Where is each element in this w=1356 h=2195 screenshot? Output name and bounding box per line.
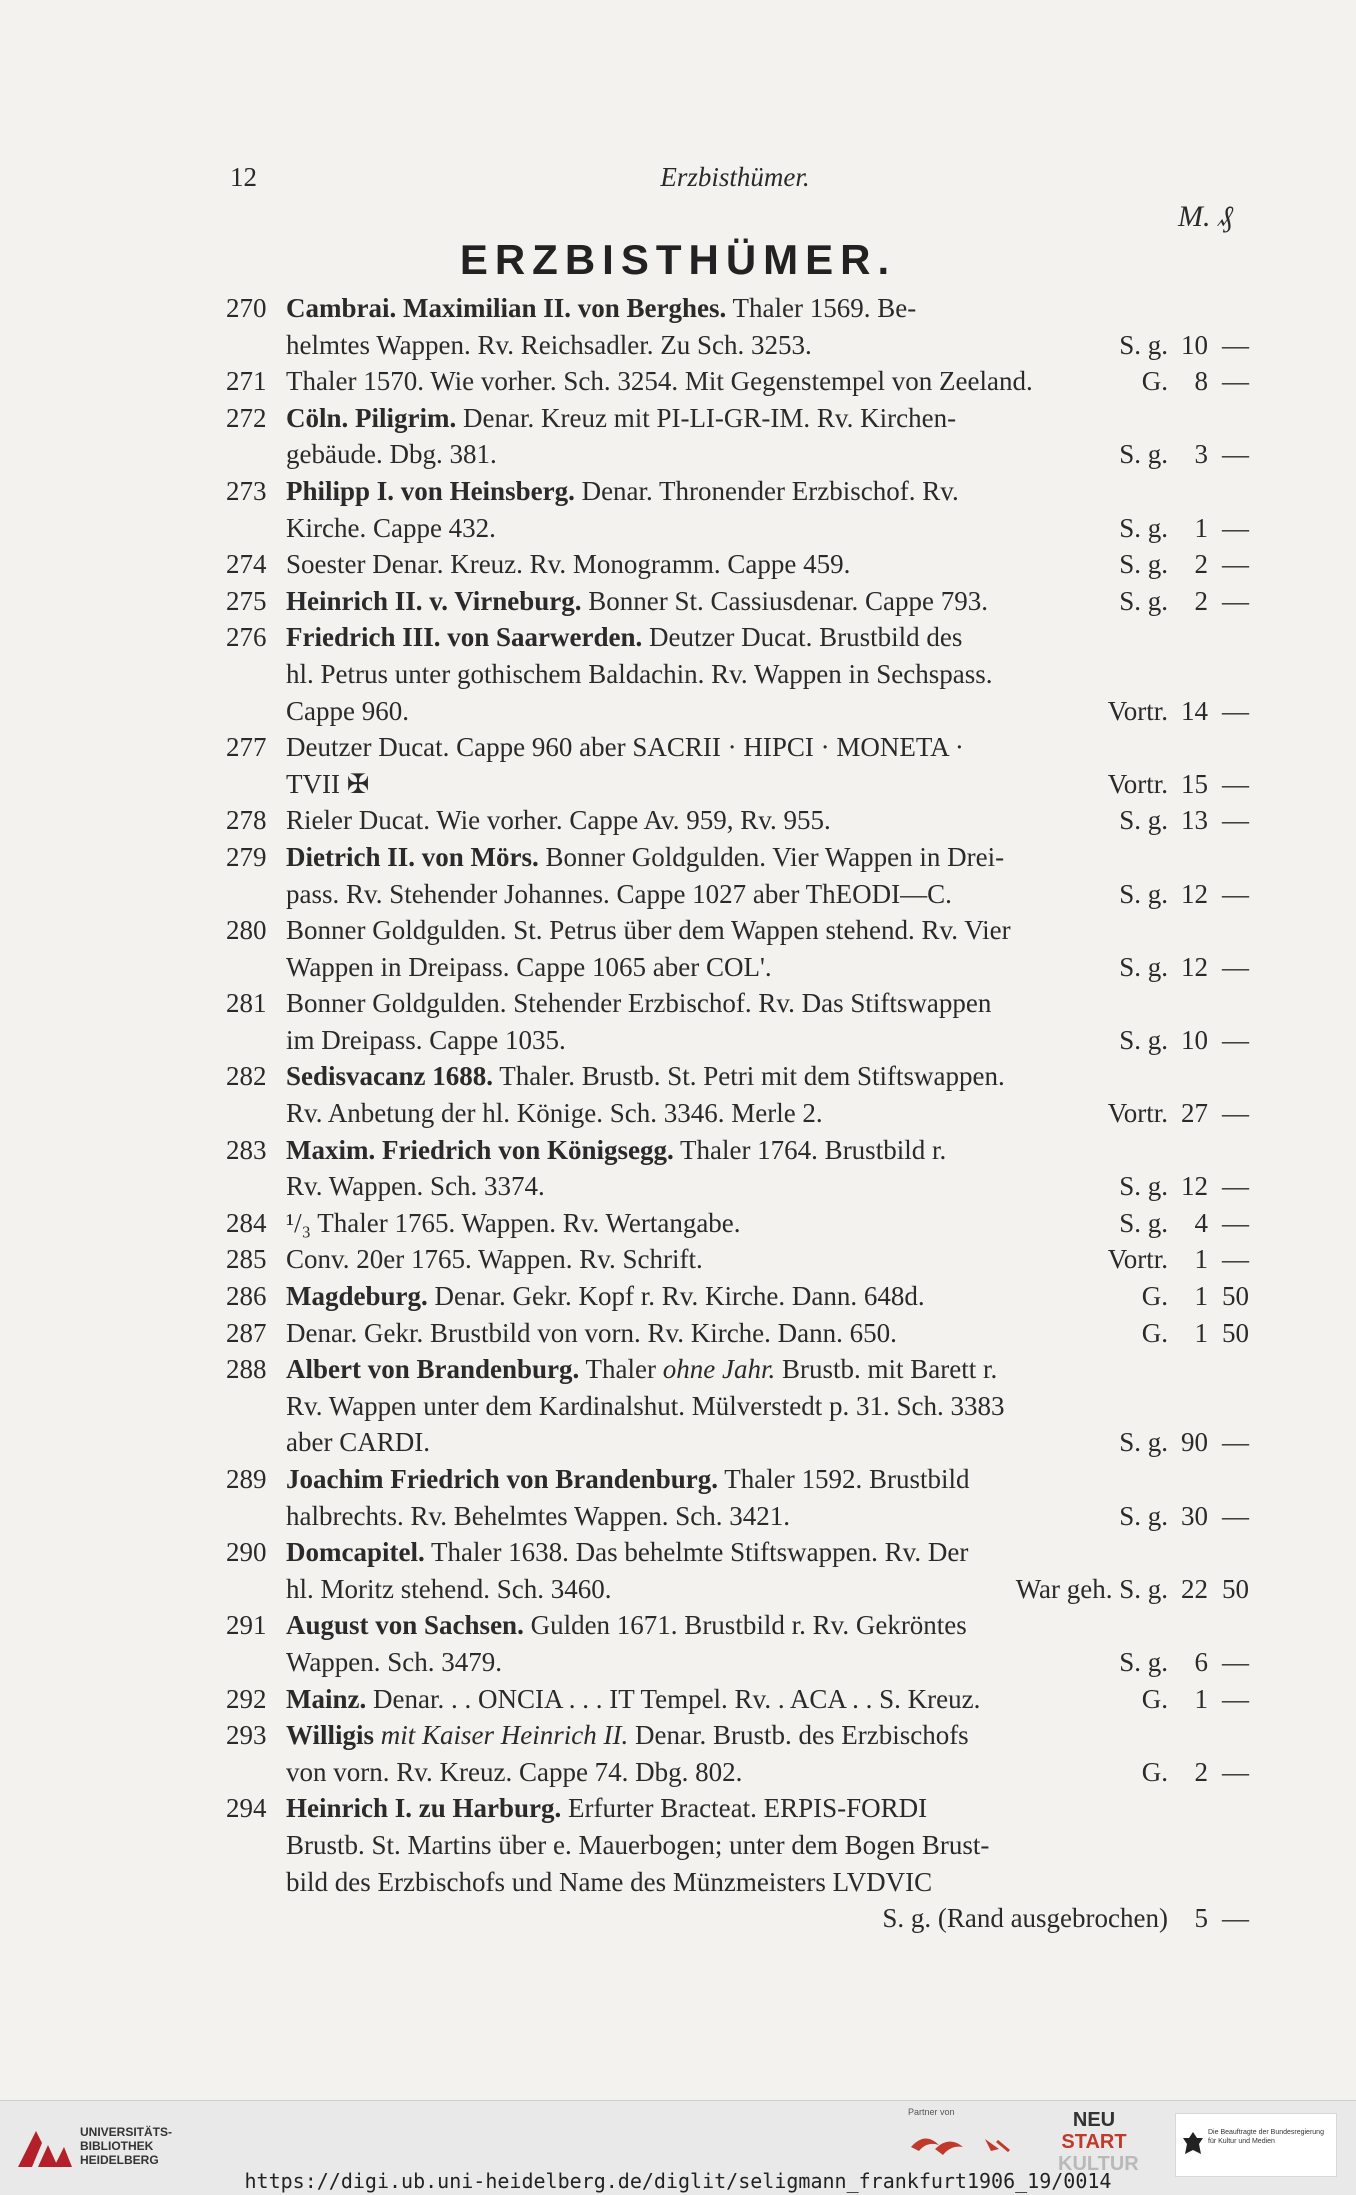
running-title: Erzbisthümer. [660, 162, 810, 192]
price-pfennig: — [1222, 549, 1249, 580]
condition: Vortr. [1107, 768, 1168, 799]
entry-text [286, 1058, 1005, 1095]
price-pfennig: 50 [1222, 1317, 1249, 1348]
entry-line [0, 436, 1356, 473]
lot-number: 284 [226, 1207, 267, 1238]
entry-line [0, 876, 1356, 913]
entry-text [286, 1132, 946, 1169]
entry-line [0, 1864, 1356, 1901]
entry-text [286, 363, 1033, 400]
price-pfennig: — [1222, 1500, 1249, 1531]
entry-name: Willigis [286, 1720, 381, 1751]
lot-number: 276 [226, 622, 267, 653]
price-pfennig: — [1222, 1244, 1249, 1275]
lot-number: 281 [226, 988, 267, 1019]
catalogue-entry [0, 1351, 1356, 1461]
entry-text [286, 656, 992, 693]
price-pfennig: — [1222, 585, 1249, 616]
entry-text [286, 1351, 997, 1388]
price-pfennig: — [1222, 439, 1249, 470]
entry-description: Wappen in Dreipass. Cappe 1065 aber COL'. [286, 951, 772, 982]
neustart-kultur-logo: NEU START KULTUR [1058, 2109, 1139, 2175]
price-mark: 2 [1194, 549, 1208, 580]
entry-line [0, 1498, 1356, 1535]
entry-text [286, 400, 956, 437]
lot-number: 282 [226, 1061, 267, 1092]
price-pfennig: — [1222, 366, 1249, 397]
entry-line [0, 1315, 1356, 1352]
entry-description: gebäude. Dbg. 381. [286, 439, 497, 470]
price-mark: 30 [1181, 1500, 1208, 1531]
condition: Vortr. [1107, 1244, 1168, 1275]
condition: S. g. [1119, 951, 1168, 982]
entry-name: Maxim. Friedrich von Königsegg. [286, 1134, 674, 1165]
entry-description: Thaler 1570. Wie vorher. Sch. 3254. Mit Gegenstempel von Zeeland. [286, 366, 1033, 397]
price-pfennig: — [1222, 1024, 1249, 1055]
entry-line [0, 290, 1356, 327]
entry-name: Joachim Friedrich von Brandenburg. [286, 1464, 719, 1494]
condition: S. g. [1119, 512, 1168, 543]
entry-description: Kirche. Cappe 432. [286, 512, 496, 543]
price-pfennig: — [1222, 1207, 1249, 1238]
price-mark: 6 [1194, 1646, 1208, 1677]
price-mark: 90 [1181, 1427, 1208, 1458]
entry-line [0, 1424, 1356, 1461]
entry-line [0, 1790, 1356, 1827]
entry-line [0, 839, 1356, 876]
catalogue-entry [0, 912, 1356, 985]
entry-name: Albert von Brandenburg. [286, 1354, 580, 1385]
entry-line [0, 1351, 1356, 1388]
price-pfennig: — [1222, 1171, 1249, 1202]
catalogue-entry [0, 1717, 1356, 1790]
entry-line [0, 363, 1356, 400]
entry-text [286, 693, 409, 730]
price-mark: 1 [1194, 1317, 1208, 1348]
lot-number: 273 [226, 475, 267, 506]
entry-line [0, 1827, 1356, 1864]
entry-description: Thaler 1638. Das behelmte Stiftswappen. Rv. Der [424, 1537, 969, 1568]
catalogue-entry [0, 1790, 1356, 1936]
document-url[interactable]: https://digi.ub.uni-heidelberg.de/diglit/seligmann_frankfurt1906_19/0014 [244, 2169, 1112, 2193]
entry-text [286, 1717, 969, 1754]
catalogue-entry [0, 400, 1356, 473]
entry-description: Denar. Thronender Erzbischof. Rv. [574, 475, 959, 506]
lot-number: 288 [226, 1354, 267, 1385]
entry-line [0, 1168, 1356, 1205]
entry-text [286, 1534, 968, 1571]
condition: G. [1141, 1756, 1168, 1787]
currency-heading: M. ₰ [1178, 200, 1233, 233]
federal-eagle-icon [1182, 2130, 1204, 2158]
entry-line [0, 1717, 1356, 1754]
price-pfennig: — [1222, 512, 1249, 543]
entry-description: Thaler 1569. Be- [726, 293, 917, 323]
entry-text [286, 1241, 703, 1278]
lot-number: 274 [226, 549, 267, 580]
lot-number: 283 [226, 1134, 267, 1165]
entry-description: Rieler Ducat. Wie vorher. Cappe Av. 959, Rv. 955. [286, 805, 831, 836]
condition: G. [1141, 1683, 1168, 1714]
condition: S. g. [1119, 805, 1168, 836]
entry-description: im Dreipass. Cappe 1035. [286, 1024, 566, 1055]
price-mark: 1 [1194, 512, 1208, 543]
price-mark: 8 [1194, 366, 1208, 397]
entry-line [0, 1754, 1356, 1791]
price-mark: 2 [1194, 1756, 1208, 1787]
entry-description: hl. Moritz stehend. Sch. 3460. [286, 1573, 612, 1604]
price-pfennig: — [1222, 695, 1249, 726]
catalogue-entry [0, 802, 1356, 839]
entry-description: Rv. Wappen. Sch. 3374. [286, 1171, 545, 1202]
entry-text [286, 1571, 611, 1608]
entry-name: Philipp I. von Heinsberg. [286, 475, 575, 506]
partner-logo-icon [905, 2121, 1025, 2171]
price-pfennig: — [1222, 878, 1249, 909]
entry-description: aber CARDI. [286, 1427, 430, 1458]
entry-text [286, 802, 831, 839]
entry-description: Denar. Kreuz mit PI-LI-GR-IM. Rv. Kirchen- [456, 402, 957, 433]
entry-text [286, 876, 952, 913]
entry-text [286, 473, 959, 510]
entry-description: Wappen. Sch. 3479. [286, 1646, 503, 1677]
price-mark: 1 [1194, 1244, 1208, 1275]
entry-text [286, 1461, 970, 1498]
entry-text [286, 839, 1004, 876]
price-pfennig: — [1222, 1427, 1249, 1458]
entry-description: Denar. Gekr. Kopf r. Rv. Kirche. Dann. 648d. [427, 1281, 925, 1312]
catalogue-entry [0, 1205, 1356, 1242]
entry-description: hl. Petrus unter gothischem Baldachin. Rv. Wappen in Sechspass. [286, 658, 993, 689]
entry-name: Domcapitel. [286, 1537, 425, 1568]
entry-line [0, 1241, 1356, 1278]
condition: S. g. [1119, 1500, 1168, 1531]
entry-line [0, 985, 1356, 1022]
entry-text [286, 619, 962, 656]
entry-line [0, 693, 1356, 730]
catalogue-entry [0, 1461, 1356, 1534]
entry-text [286, 1278, 925, 1315]
lot-number: 292 [226, 1683, 267, 1714]
entry-description: Thaler 1592. Brustbild [718, 1464, 970, 1494]
lot-number: 272 [226, 402, 267, 433]
entry-text [286, 1388, 1004, 1425]
price-mark: 12 [1181, 951, 1208, 982]
entry-description: Thaler [579, 1354, 663, 1385]
entry-text [286, 1644, 502, 1681]
price-mark: 1 [1194, 1281, 1208, 1312]
entry-name: Mainz. [286, 1683, 367, 1714]
price-pfennig: — [1222, 1903, 1249, 1934]
entry-description: Brustb. mit Barett r. [775, 1354, 998, 1385]
entry-description: Rv. Anbetung der hl. Könige. Sch. 3346. Merle 2. [286, 1098, 823, 1129]
entry-line [0, 1644, 1356, 1681]
catalogue-entry [0, 290, 1356, 363]
viewer-footer [0, 2100, 1356, 2195]
catalogue-entry [0, 839, 1356, 912]
entry-line [0, 729, 1356, 766]
entry-line [0, 1534, 1356, 1571]
entry-name: Maximilian II. von Berghes. [403, 293, 727, 323]
price-pfennig: — [1222, 768, 1249, 799]
lot-number: 275 [226, 585, 267, 616]
entry-text [286, 1827, 989, 1864]
entry-line [0, 619, 1356, 656]
entry-description: Thaler. Brustb. St. Petri mit dem Stiftswappen. [493, 1061, 1005, 1092]
entry-line [0, 1205, 1356, 1242]
lot-number: 286 [226, 1281, 267, 1312]
entry-description: Deutzer Ducat. Brustbild des [642, 622, 963, 653]
entry-text [286, 912, 1011, 949]
entry-line [0, 510, 1356, 547]
entry-text [286, 327, 812, 364]
entry-description: Gulden 1671. Brustbild r. Rv. Gekröntes [523, 1610, 967, 1641]
catalogue-entry [0, 985, 1356, 1058]
entry-text [286, 1095, 823, 1132]
entry-description: mit Kaiser Heinrich II. [380, 1720, 629, 1751]
university-library-name: UNIVERSITÄTS- BIBLIOTHEK HEIDELBERG [80, 2125, 173, 2167]
catalogue-entry [0, 1534, 1356, 1607]
price-pfennig: — [1222, 1683, 1249, 1714]
price-mark: 5 [1194, 1903, 1208, 1934]
price-pfennig: — [1222, 805, 1249, 836]
page-header [230, 162, 1240, 202]
lot-number: 290 [226, 1537, 267, 1568]
catalogue-entry [0, 1315, 1356, 1352]
entry-description: ohne Jahr. [662, 1354, 776, 1385]
partner-label: Partner von [908, 2107, 955, 2117]
catalogue-entry [0, 729, 1356, 802]
condition: S. g. [1119, 1646, 1168, 1677]
lot-number: 280 [226, 915, 267, 946]
entry-name: Heinrich II. v. Virneburg. [286, 585, 582, 616]
entry-description: Bonner Goldgulden. St. Petrus über dem Wappen stehend. Rv. Vier [286, 915, 1011, 946]
price-pfennig: — [1222, 329, 1249, 360]
price-mark: 1 [1194, 1683, 1208, 1714]
entry-text [286, 985, 991, 1022]
entry-description: TVII ✠ [286, 768, 370, 799]
lot-number: 293 [226, 1720, 267, 1751]
price-mark: 12 [1181, 878, 1208, 909]
entry-text [286, 1315, 897, 1352]
catalogue-entry [0, 583, 1356, 620]
lot-number: 271 [226, 366, 267, 397]
catalogue-entries [0, 290, 1356, 1937]
entry-line [0, 1022, 1356, 1059]
price-pfennig: 50 [1222, 1281, 1249, 1312]
entry-line [0, 802, 1356, 839]
entry-description: Rv. Wappen unter dem Kardinalshut. Mülverstedt p. 31. Sch. 3383 [286, 1390, 1005, 1421]
entry-text [286, 436, 497, 473]
catalogue-entry [0, 1058, 1356, 1131]
entry-description: Conv. 20er 1765. Wappen. Rv. Schrift. [286, 1244, 703, 1275]
entry-line [0, 1278, 1356, 1315]
entry-description: Denar. Brustb. des Erzbischofs [628, 1720, 969, 1751]
price-mark: 27 [1181, 1098, 1208, 1129]
entry-text [286, 510, 496, 547]
entry-text [286, 583, 988, 620]
entry-description: pass. Rv. Stehender Johannes. Cappe 1027 aber ThEODI—C. [286, 878, 952, 909]
entry-description: Brustb. St. Martins über e. Mauerbogen; unter dem Bogen Brust- [286, 1829, 990, 1860]
entry-description: von vorn. Rv. Kreuz. Cappe 74. Dbg. 802. [286, 1756, 743, 1787]
condition: War geh. S. g. [1015, 1573, 1168, 1604]
catalogue-entry [0, 363, 1356, 400]
entry-text [286, 729, 964, 766]
entry-name: Heinrich I. zu Harburg. [286, 1793, 562, 1824]
condition: Vortr. [1107, 1098, 1168, 1129]
entry-name: Dietrich II. von Mörs. [286, 841, 539, 872]
entry-name: Friedrich III. von Saarwerden. [286, 622, 643, 653]
price-pfennig: — [1222, 1756, 1249, 1787]
catalogue-entry [0, 1278, 1356, 1315]
lot-number: 270 [226, 293, 267, 323]
entry-line [0, 1058, 1356, 1095]
condition: S. g. [1119, 329, 1168, 360]
entry-text [286, 1607, 967, 1644]
condition: S. g. (Rand ausgebrochen) [882, 1903, 1168, 1934]
lot-number: 285 [226, 1244, 267, 1275]
entry-text [286, 1681, 980, 1718]
entry-text [286, 1790, 927, 1827]
entry-line [0, 912, 1356, 949]
price-mark: 2 [1194, 585, 1208, 616]
catalogue-entry [0, 1241, 1356, 1278]
lot-number: 278 [226, 805, 267, 836]
price-mark: 10 [1181, 329, 1208, 360]
entry-line [0, 1461, 1356, 1498]
catalogue-entry [0, 1132, 1356, 1205]
entry-text [286, 1754, 742, 1791]
entry-text [286, 1205, 741, 1242]
price-pfennig: — [1222, 1646, 1249, 1677]
price-mark: 22 [1181, 1573, 1208, 1604]
entry-name: Cöln. [286, 402, 356, 433]
entry-text [286, 766, 369, 803]
entry-line [0, 949, 1356, 986]
entry-text [286, 1168, 545, 1205]
entry-description: Bonner Goldgulden. Vier Wappen in Drei- [538, 841, 1005, 872]
entry-text [286, 1864, 932, 1901]
price-mark: 14 [1181, 695, 1208, 726]
lot-number: 287 [226, 1317, 267, 1348]
price-mark: 13 [1181, 805, 1208, 836]
price-mark: 10 [1181, 1024, 1208, 1055]
entry-description: Cappe 960. [286, 695, 409, 726]
catalogue-entry [0, 473, 1356, 546]
entry-line [0, 1571, 1356, 1608]
entry-description: Bonner St. Cassiusdenar. Cappe 793. [581, 585, 988, 616]
entry-line [0, 1132, 1356, 1169]
entry-line [0, 766, 1356, 803]
condition: G. [1141, 366, 1168, 397]
entry-description: ¹/₃ Thaler 1765. Wappen. Rv. Wertangabe. [286, 1207, 741, 1238]
entry-line [0, 583, 1356, 620]
entry-line [0, 1388, 1356, 1425]
lot-number: 277 [226, 732, 267, 763]
lot-number: 279 [226, 841, 267, 872]
catalogue-entry [0, 1681, 1356, 1718]
price-pfennig: — [1222, 1098, 1249, 1129]
entry-name: Cambrai. [286, 293, 403, 323]
entry-description: Deutzer Ducat. Cappe 960 aber SACRII · HIPCI · MONETA · [286, 732, 964, 763]
entry-name: Piligrim. [355, 402, 457, 433]
entry-line [0, 400, 1356, 437]
entry-description: Thaler 1764. Brustbild r. [673, 1134, 947, 1165]
federal-government-logo: Die Beauftragte der Bundesregierung für Kultur und Medien [1175, 2113, 1337, 2177]
catalogue-entry [0, 546, 1356, 583]
entry-line [0, 1681, 1356, 1718]
section-title: ERZBISTHÜMER. [459, 236, 897, 283]
entry-text [286, 1498, 790, 1535]
condition: G. [1141, 1317, 1168, 1348]
lot-number: 289 [226, 1464, 267, 1494]
price-mark: 3 [1194, 439, 1208, 470]
entry-line [0, 1900, 1356, 1937]
condition: S. g. [1119, 1207, 1168, 1238]
entry-line [0, 473, 1356, 510]
entry-text [286, 546, 850, 583]
entry-text [286, 1022, 566, 1059]
entry-text [286, 290, 916, 327]
entry-description: Soester Denar. Kreuz. Rv. Monogramm. Cappe 459. [286, 549, 851, 580]
entry-line [0, 1095, 1356, 1132]
condition: S. g. [1119, 585, 1168, 616]
entry-description: Erfurter Bracteat. ERPIS-FORDI [561, 1793, 928, 1824]
page-number: 12 [230, 162, 257, 192]
condition: S. g. [1119, 878, 1168, 909]
price-mark: 12 [1181, 1171, 1208, 1202]
catalogue-entry [0, 1607, 1356, 1680]
condition: S. g. [1119, 439, 1168, 470]
entry-description: Denar. Gekr. Brustbild von vorn. Rv. Kirche. Dann. 650. [286, 1317, 897, 1348]
condition: S. g. [1119, 549, 1168, 580]
entry-line [0, 546, 1356, 583]
entry-name: Magdeburg. [286, 1281, 428, 1312]
price-mark: 4 [1194, 1207, 1208, 1238]
entry-line [0, 656, 1356, 693]
condition: S. g. [1119, 1171, 1168, 1202]
entry-name: August von Sachsen. [286, 1610, 524, 1641]
entry-description: bild des Erzbischofs und Name des Münzmeisters LVDVIC [286, 1866, 933, 1897]
entry-description: halbrechts. Rv. Behelmtes Wappen. Sch. 3421. [286, 1500, 790, 1531]
condition: S. g. [1119, 1427, 1168, 1458]
entry-line [0, 327, 1356, 364]
price-mark: 15 [1181, 768, 1208, 799]
entry-description: helmtes Wappen. Rv. Reichsadler. Zu Sch. 3253. [286, 329, 812, 360]
catalogue-entry [0, 619, 1356, 729]
university-library-logo-icon [14, 2123, 74, 2173]
price-pfennig: — [1222, 951, 1249, 982]
entry-text [286, 949, 772, 986]
entry-text [286, 1424, 430, 1461]
entry-name: Sedisvacanz 1688. [286, 1061, 494, 1092]
condition: S. g. [1119, 1024, 1168, 1055]
price-pfennig: 50 [1222, 1573, 1249, 1604]
condition: G. [1141, 1281, 1168, 1312]
lot-number: 294 [226, 1793, 267, 1824]
condition: Vortr. [1107, 695, 1168, 726]
entry-description: Bonner Goldgulden. Stehender Erzbischof. Rv. Das Stiftswappen [286, 988, 992, 1019]
entry-description: Denar. . . ONCIA . . . IT Tempel. Rv. . ACA . . S. Kreuz. [366, 1683, 981, 1714]
lot-number: 291 [226, 1610, 267, 1641]
entry-line [0, 1607, 1356, 1644]
